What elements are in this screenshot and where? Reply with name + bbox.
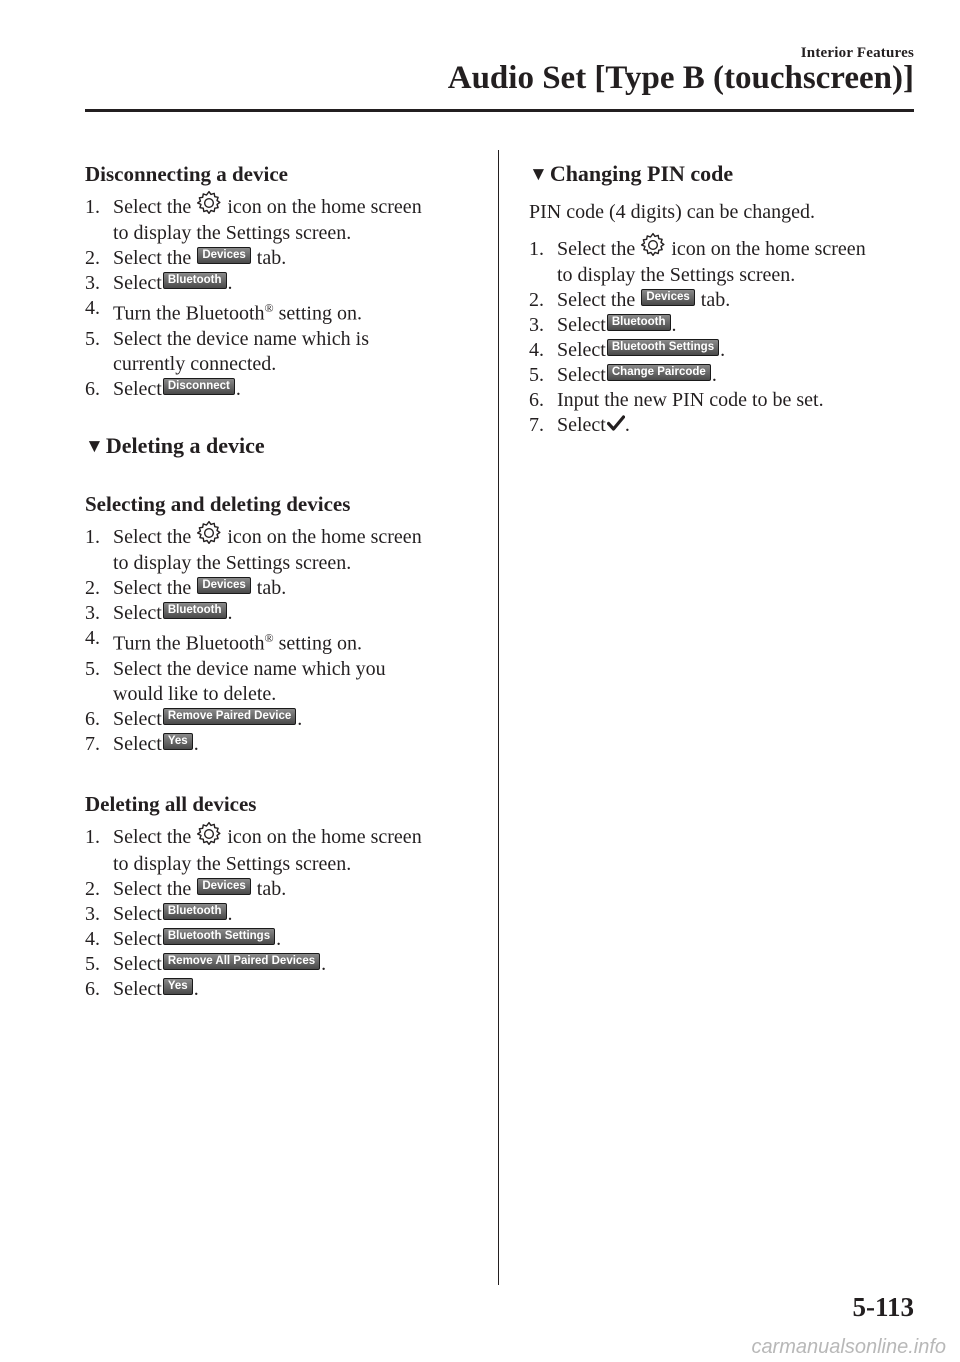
- step-item: 5. Select the device name which you would like to delete.: [85, 658, 386, 706]
- step-item: 5. Select Change Paircode .: [529, 364, 717, 387]
- gear-icon: [196, 821, 222, 847]
- step-item: 6. Select Disconnect .: [85, 378, 241, 401]
- step-item: 6. Select Remove Paired Device .: [85, 708, 303, 731]
- step-item: 2. Select the Devices tab.: [85, 877, 287, 900]
- remove-all-paired-devices-button: Remove All Paired Devices: [163, 953, 320, 970]
- step-item: 2. Select the Devices tab.: [85, 577, 287, 600]
- step-item: 7. Select Yes .: [85, 733, 199, 756]
- pin-intro: PIN code (4 digits) can be changed.: [529, 201, 816, 223]
- page-title: Audio Set [Type B (touchscreen)]: [447, 60, 914, 96]
- step-item: 6. Select Yes .: [85, 977, 199, 1000]
- step-item: 3. Select Bluetooth .: [85, 272, 233, 295]
- left-column: [85, 160, 485, 1002]
- yes-button: Yes: [163, 733, 193, 750]
- step-item: 5. Select the device name which is currently connected.: [85, 328, 370, 376]
- step-item: 1. Select the icon on the home screen to display the Settings screen.: [85, 195, 485, 246]
- heading-changing-pin-code: ▼Changing PIN code: [529, 161, 734, 186]
- step-item: 3. Select Bluetooth .: [85, 902, 233, 925]
- step-item: 1. Select the icon on the home screen to display the Settings screen.: [85, 525, 485, 576]
- step-item: 5. Select Remove All Paired Devices .: [85, 952, 327, 975]
- steps-disconnecting-device: [85, 195, 485, 402]
- heading-selecting-deleting-devices: Selecting and deleting devices: [85, 492, 351, 517]
- checkmark-icon: [607, 415, 625, 431]
- step-item: 1. Select the icon on the home screen to display the Settings screen.: [85, 825, 485, 876]
- heading-deleting-device: ▼Deleting a device: [85, 433, 265, 459]
- steps-selecting-deleting-devices: [85, 525, 485, 757]
- step-item: 4. Select Bluetooth Settings .: [85, 927, 282, 950]
- triangle-marker-icon: ▼: [529, 164, 548, 185]
- gear-icon: [196, 190, 222, 216]
- bluetooth-settings-button: Bluetooth Settings: [163, 928, 275, 945]
- watermark: carmanualsonline.info: [751, 1336, 946, 1358]
- step-item: 6. Input the new PIN code to be set.: [529, 389, 824, 412]
- yes-button: Yes: [163, 978, 193, 995]
- triangle-marker-icon: ▼: [85, 436, 104, 458]
- bluetooth-button: Bluetooth: [163, 602, 227, 619]
- change-paircode-button: Change Paircode: [607, 364, 711, 381]
- heading-disconnecting-device: Disconnecting a device: [85, 162, 288, 186]
- step-item: 4. Turn the Bluetooth® setting on.: [85, 627, 362, 656]
- step-item: 1. Select the icon on the home screen to display the Settings screen.: [529, 237, 919, 288]
- devices-tab-button: Devices: [641, 289, 694, 306]
- devices-tab-button: Devices: [197, 247, 250, 264]
- bluetooth-settings-button: Bluetooth Settings: [607, 339, 719, 356]
- bluetooth-button: Bluetooth: [607, 314, 671, 331]
- gear-icon: [196, 520, 222, 546]
- heading-deleting-all-devices: Deleting all devices: [85, 792, 257, 817]
- steps-deleting-all-devices: [85, 825, 485, 1001]
- bluetooth-button: Bluetooth: [163, 272, 227, 289]
- disconnect-button: Disconnect: [163, 378, 235, 395]
- step-item: 2. Select the Devices tab.: [529, 289, 731, 312]
- remove-paired-device-button: Remove Paired Device: [163, 708, 296, 725]
- step-item: 2. Select the Devices tab.: [85, 247, 287, 270]
- step-item: 4. Turn the Bluetooth® setting on.: [85, 297, 362, 326]
- devices-tab-button: Devices: [197, 577, 250, 594]
- step-item: 3. Select Bluetooth .: [529, 314, 677, 337]
- step-item: 7. Select .: [529, 414, 630, 437]
- gear-icon: [640, 232, 666, 258]
- right-column: [529, 160, 919, 438]
- bluetooth-button: Bluetooth: [163, 903, 227, 920]
- page-number: 5-113: [852, 1292, 914, 1322]
- steps-changing-pin-code: [529, 237, 919, 438]
- devices-tab-button: Devices: [197, 878, 250, 895]
- section-name: Interior Features: [800, 45, 914, 61]
- header-rule: [85, 109, 914, 112]
- step-item: 3. Select Bluetooth .: [85, 602, 233, 625]
- column-divider: [498, 150, 499, 1285]
- step-item: 4. Select Bluetooth Settings .: [529, 339, 726, 362]
